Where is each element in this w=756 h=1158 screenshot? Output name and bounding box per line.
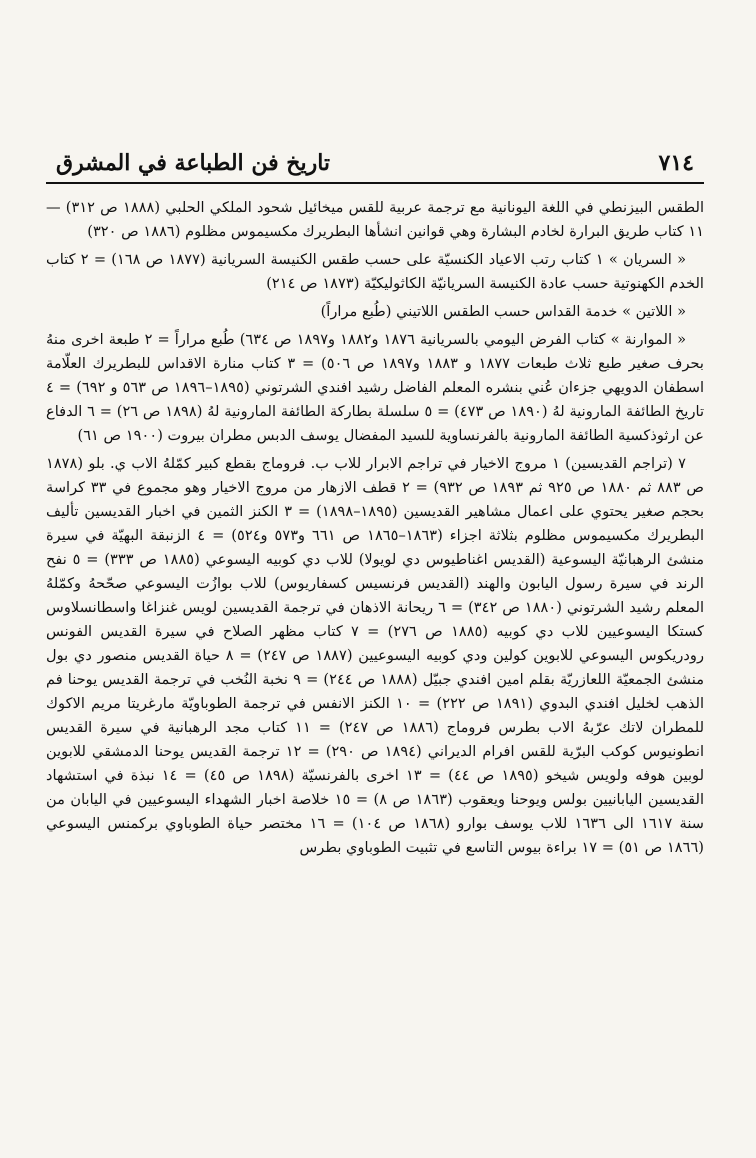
body-text — [46, 196, 704, 860]
paragraph-saints-biographies: ٧ (تراجم القديسين) ١ مروج الاخيار في تراجم الابرار للاب ب. فروماج بقطع كبير كمّلهُ الاب ي. بلو (١٨٧٨ ص ٨٨٣ ثم ١٨٨٠ ص ٩٢٥ ثم ١٨٩٣ ص ٩٣٢) = ٢ قطف الازهار من مروج الاخيار وهو مجموع في ٣٣ كراسة بحجم صغير يحتوي على اعمال مشاهير القديسين (١٨٩٥–١٨٩٨) = ٣ الكنز الثمين في اخبار القديسين تأليف البطريرك مكسيموس مظلوم بثلاثة اجزاء (١٨٦٣–١٨٦٥ ص ٦٦١ و٥٧٣ و٥٢٤) = ٤ الزنبقة البهيّة في سيرة منشئ الرهبانيّة اليسوعية (القديس اغناطيوس دي لويولا) للاب دي كوبيه اليسوعي (١٨٨٥ ص ٣٣٣) = ٥ نفح الرند في سيرة رسول اليابون والهند (القديس فرنسيس كسفاريوس) للاب بوازُت اليسوعي صحّحهُ وكمّلهُ المعلم رشيد الشرتوني (١٨٨٠ ص ٣٤٢) = ٦ ريحانة الاذهان في ترجمة القديسين لويس غنزاغا واسطانسلاوس كستكا اليسوعيين للاب دي كوبيه (١٨٨٥ ص ٢٧٦) = ٧ كتاب مظهر الصلاح في سيرة القديس الفونس رودريكوس اليسوعي للابوين كولين ودي كوبيه اليسوعيين (١٨٨٧ ص ٢٤٧) = ٨ حياة القديس منصور دي بول منشئ الجمعيّة اللعازريّة بقلم امين افندي جبيّل (١٨٨٨ ص ٢٤٤) = ٩ نخبة النُخب في ترجمة القديس يوحنا فم الذهب لخليل افندي البدوي (١٨٩١ ص ٢٢٢) = ١٠ الكنز الانفس في ترجمة الطوباويّة مارغريتا مريم الاكوك للمطران لاتك عرّبهُ الاب بطرس فروماج (١٨٨٦ ص ٢٤٧) = ١١ كتاب مجد الرهبانية في سيرة القديس انطونيوس كوكب البرّية للقس افرام الديراني (١٨٩٤ ص ٢٩٠) = ١٢ ترجمة القديس يوحنا الدمشقي للابوين لوبين هوفه ولويس شيخو (١٨٩٥ ص ٤٤) = ١٣ اخرى بالفرنسيّة (١٨٩٨ ص ٤٥) = ١٤ نبذة في استشهاد القديسين اليابانيين بولس ويوحنا ويعقوب (١٨٦٣ ص ٨) = ١٥ خلاصة اخبار الشهداء اليسوعيين في اليابان من سنة ١٦١٧ الى ١٦٣٦ للاب يوسف بوارو (١٨٦٨ ص ١٠٤) = ١٦ مختصر حياة الطوباوي بركمنس اليسوعي (١٨٦٦ ص ٥١) = ١٧ براءة بيوس التاسع في تثبيت الطوباوي بطرس — [46, 455, 705, 856]
paragraph-syriac: « السريان » ١ كتاب رتب الاعياد الكنسيّة على حسب طقس الكنيسة السريانية (١٨٧٧ ص ١٦٨) = ٢ كتاب الخدم الكهنوتية حسب عادة الكنيسة السريانيّة الكاثوليكيّة (١٨٧٣ ص ٢١٤) — [46, 251, 704, 292]
running-title: تاريخ فن الطباعة في المشرق — [56, 150, 331, 176]
page-number: ٧١٤ — [658, 150, 694, 176]
page-header — [46, 150, 704, 184]
paragraph-latin: « اللاتين » خدمة القداس حسب الطقس اللاتيني (طُبع مراراً) — [320, 303, 686, 320]
paragraph-byzantine: الطقس البيزنطي في اللغة اليونانية مع ترجمة عربية للقس ميخائيل شحود الملكي الحلبي (١٨٨٨ ص ٣١٢) — ١١ كتاب طريق البرارة لخادم البشارة وهي قوانين انشأها البطريرك مكسيموس مظلوم (١٨٨٦ ص ٣٢٠) — [46, 199, 705, 240]
paragraph-maronite: « الموارنة » كتاب الفرض اليومي بالسريانية ١٨٧٦ و١٨٨٢ و١٨٩٧ ص ٦٣٤) طُبع مراراً = ٢ طبعة اخرى منهُ بحرف صغير طبع ثلاث طبعات ١٨٧٧ و ١٨٨٣ و١٨٩٧ ص ٥٠٦) = ٣ كتاب منارة الاقداس للبطريرك العلّامة اسطفان الدويهي جزءان عُني بنشره المعلم الفاضل رشيد افندي الشرتوني (١٨٩٥–١٨٩٦ ص ٥٦٣ و ٦٩٢) = ٤ تاريخ الطائفة المارونية لهُ (١٨٩٠ ص ٤٧٣) = ٥ سلسلة بطاركة الطائفة المارونية لهُ (١٨٩٨ ص ٢٦) = ٦ الدفاع عن ارثوذكسية الطائفة المارونية بالفرنساوية للسيد المفضال يوسف الدبس مطران بيروت (١٩٠٠ ص ٦١) — [46, 331, 705, 444]
